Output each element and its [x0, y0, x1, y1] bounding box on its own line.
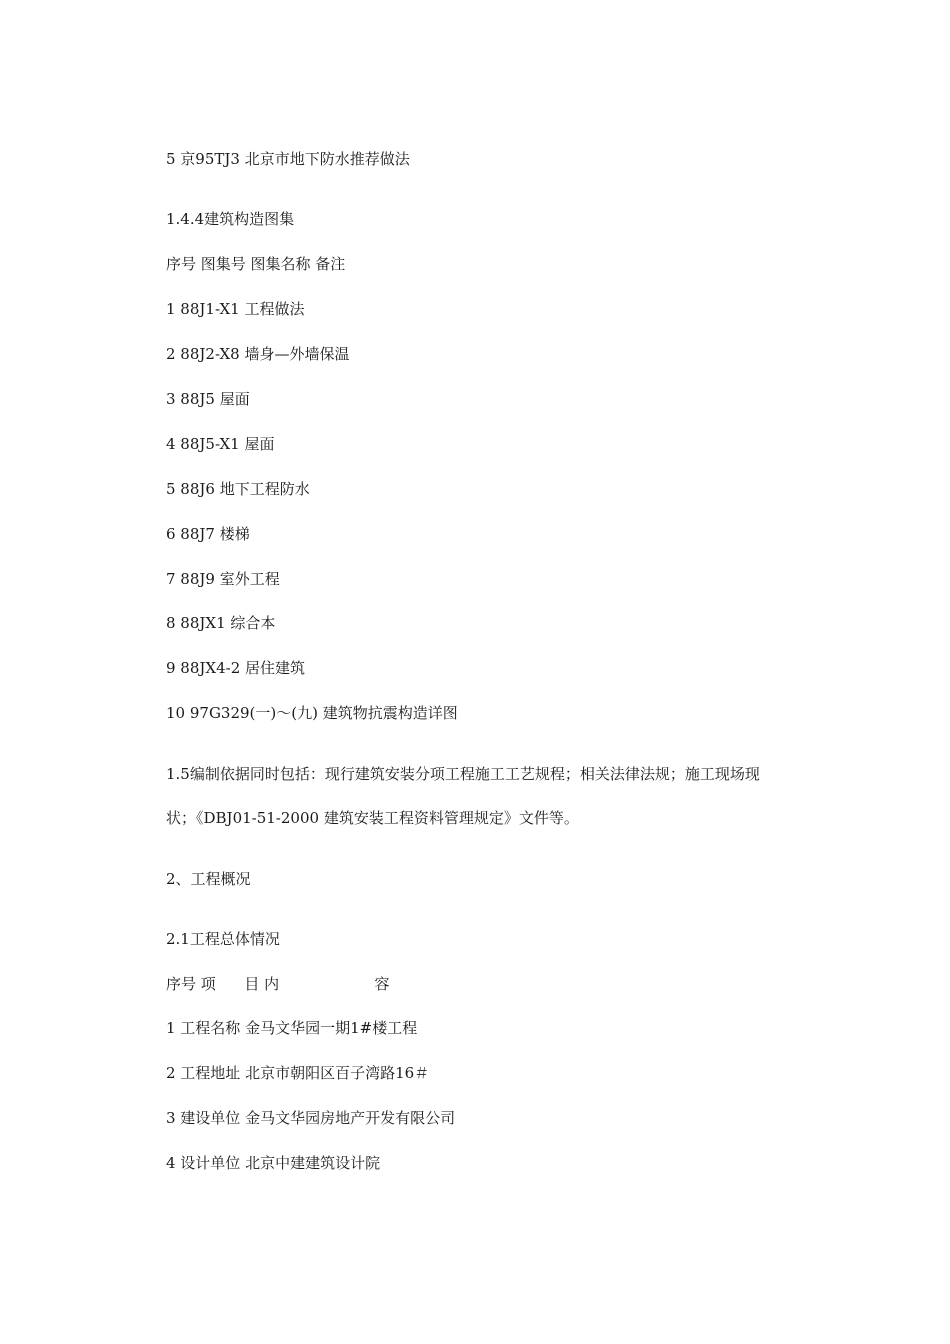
list-item: 9 88JX4-2 居住建筑	[166, 659, 306, 677]
list-item: 5 88J6 地下工程防水	[166, 480, 310, 498]
table-row: 2 工程地址 北京市朝阳区百子湾路16＃	[166, 1064, 430, 1082]
section-heading: 2、工程概况	[166, 870, 251, 888]
table-row: 3 建设单位 金马文华园房地产开发有限公司	[166, 1109, 456, 1127]
paragraph-line: 1.5编制依据同时包括：现行建筑安装分项工程施工工艺规程；相关法律法规；施工现场现	[166, 765, 760, 783]
list-item: 3 88J5 屋面	[166, 390, 250, 408]
table-row: 4 设计单位 北京中建建筑设计院	[166, 1154, 381, 1172]
list-item: 1 88J1-X1 工程做法	[166, 300, 305, 318]
list-item: 4 88J5-X1 屋面	[166, 435, 275, 453]
list-item: 10 97G329(一)～(九) 建筑物抗震构造详图	[166, 704, 458, 722]
list-item: 6 88J7 楼梯	[166, 525, 250, 543]
list-item: 7 88J9 室外工程	[166, 570, 280, 588]
list-item: 8 88JX1 综合本	[166, 614, 276, 632]
subsection-heading: 2.1工程总体情况	[166, 930, 280, 948]
list-item: 2 88J2-X8 墙身—外墙保温	[166, 345, 350, 363]
section-heading: 1.4.4建筑构造图集	[166, 210, 295, 228]
table-header: 序号 项 目 内 容	[166, 975, 390, 993]
standard-item-line: 5 京95TJ3 北京市地下防水推荐做法	[166, 150, 410, 168]
paragraph-line: 状；《DBJ01-51-2000 建筑安装工程资料管理规定》文件等。	[166, 809, 579, 827]
table-row: 1 工程名称 金马文华园一期1#楼工程	[166, 1019, 418, 1037]
table-header: 序号 图集号 图集名称 备注	[166, 255, 346, 273]
